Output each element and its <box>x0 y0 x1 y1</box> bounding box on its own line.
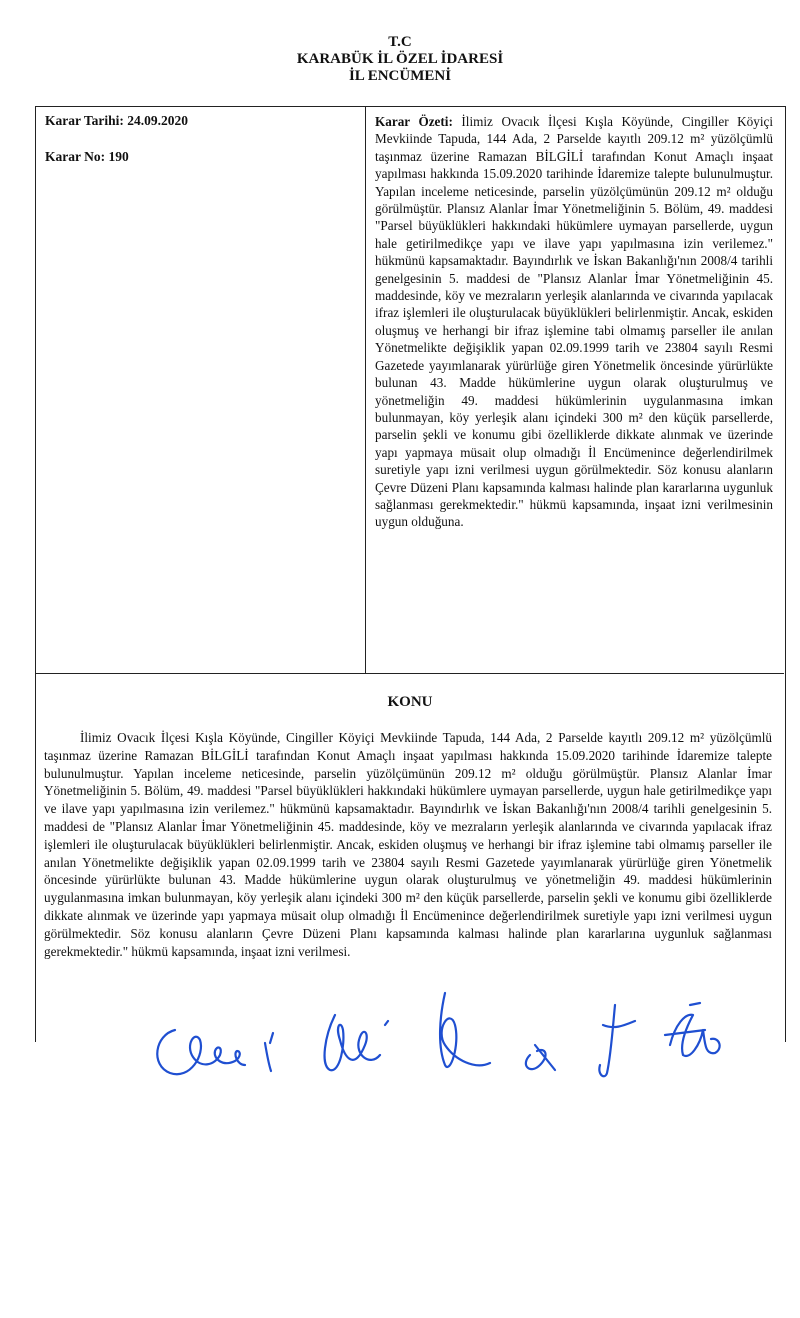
decision-info-row <box>36 107 784 674</box>
signature-1 <box>157 1030 245 1074</box>
signature-7 <box>665 1003 720 1056</box>
subject-title: KONU <box>387 694 433 710</box>
header-council: İL ENCÜMENİ <box>348 68 452 84</box>
signature-3 <box>325 1015 388 1070</box>
signatures <box>145 985 735 1085</box>
header-tc: T.C <box>388 34 412 50</box>
signature-5 <box>526 1045 555 1070</box>
signature-2 <box>265 1033 273 1071</box>
subject-text: İlimiz Ovacık İlçesi Kışla Köyünde, Cingiller Köyiçi Mevkiinde Tapuda, 144 Ada, 2 Parselde kayıtlı 209.12 m² yüzölçümlü taşınmaz üzerine Ramazan BİLGİLİ tarafından Konut Amaçlı inşaat yapılması hakkında 15.09.2020 tarihinde İdaremize talepte bulunulmuştur. Yapılan inceleme neticesinde, parselin yüzölçümünün 209.12 m² olduğu görülmüştür. Plansız Alanlar İmar Yönetmeliğinin 5. Bölüm, 49. maddesi "Parsel büyüklükleri hakkındaki hükümlere uymayan parsellerde, uygun hale getirilmedikçe yapı ve ilave yapı yapılmasına izin verilemez." hükmünü kapsamaktadır. Bayındırlık ve İskan Bakanlığı'nın 2008/4 tarihli genelgesinin 5. maddesi de "Plansız Alanlar İmar Yönetmeliğinin 45. maddesinde, köy ve mezraların yerleşik alanlarında ve civarında yapılacak ifraz işlemleri ile oluşturulacak büyüklükleri belirlenmiştir. Ancak, eskiden oluşmuş ve herhangi bir ifraz işlemine tabi olmamış parseller ile anılan Yönetmelikte değişiklik yapan 02.09.1999 tarih ve 23804 sayılı Resmi Gazetede yayımlanarak yürürlüğe giren Yönetmelik öncesinde yürürlükte bulunan 43. Madde hükümlerine uygun olarak oluşturulmuş ve yönetmeliğin 49. maddesi hükümlerinin uygulanmasına imkan bulunmayan, köy yerleşik alanı içindeki 300 m² den küçük parsellerde, parselin şekli ve konumu gibi özelliklerde dikkate alınmak ve üzerinde yapı yapmaya müsait olup olmadığı İl Encümenince değerlendirilmek suretiyle yapı izni verilmesi uygun görülmektedir. Söz konusu alanların Çevre Düzeni Planı kapsamında kalması halinde plan kararlarına uygunluk sağlanması gerekmektedir." hükmü kapsamında, inşaat izni verilmesi. <box>44 730 772 959</box>
decision-number: Karar No: 190 <box>45 149 129 164</box>
decision-meta-cell <box>36 107 366 673</box>
summary-text: İlimiz Ovacık İlçesi Kışla Köyünde, Cingiller Köyiçi Mevkiinde Tapuda, 144 Ada, 2 Parselde kayıtlı 209.12 m² yüzölçümlü taşınmaz üzerine Ramazan BİLGİLİ tarafından Konut Amaçlı inşaat yapılması hakkında 15.09.2020 tarihinde İdaremize talepte bulunulmuştur. Yapılan inceleme neticesinde, parselin yüzölçümünün 209.12 m² olduğu görülmüştür. Plansız Alanlar İmar Yönetmeliğinin 5. Bölüm, 49. maddesi "Parsel büyüklükleri hakkındaki hükümlere uymayan parsellerde, uygun hale getirilmedikçe yapı ve ilave yapı yapılmasına izin verilemez." hükmünü kapsamaktadır. Bayındırlık ve İskan Bakanlığı'nın 2008/4 tarihli genelgesinin 5. maddesi de "Plansız Alanlar İmar Yönetmeliğinin 45. maddesinde, köy ve mezraların yerleşik alanlarında ve civarında yapılacak ifraz işlemleri ile oluşturulacak büyüklükleri belirlenmiştir. Ancak, eskiden oluşmuş ve herhangi bir ifraz işlemine tabi olmamış parseller ile anılan Yönetmelikte değişiklik yapan 02.09.1999 tarih ve 23804 sayılı Resmi Gazetede yayımlanarak yürürlüğe giren Yönetmelik öncesinde yürürlükte bulunan 43. Madde hükümlerine uygun olarak oluşturulmuş ve yönetmeliğin 49. maddesi hükümlerinin uygulanmasına imkan bulunmayan, köy yerleşik alanı içindeki 300 m² den küçük parsellerde, parselin şekli ve konumu gibi özelliklerde dikkate alınmak ve üzerinde yapı yapmaya müsait olup olmadığı İl Encümenince değerlendirilmek suretiyle yapı izni verilmesi uygun görülmektedir. Söz konusu alanların Çevre Düzeni Planı kapsamında kalması halinde plan kararlarına uygunluk sağlanması gerekmektedir." hükmü kapsamında, inşaat izni verilmesinin uygun olduğuna. <box>375 114 774 530</box>
decision-summary <box>375 113 773 531</box>
document-header <box>0 34 800 85</box>
summary-label: Karar Özeti: <box>375 114 453 129</box>
decision-date: Karar Tarihi: 24.09.2020 <box>45 113 189 128</box>
header-institution: KARABÜK İL ÖZEL İDARESİ <box>296 51 504 67</box>
signature-6 <box>599 1005 635 1076</box>
decision-box <box>35 106 786 1042</box>
signature-4 <box>440 993 490 1067</box>
